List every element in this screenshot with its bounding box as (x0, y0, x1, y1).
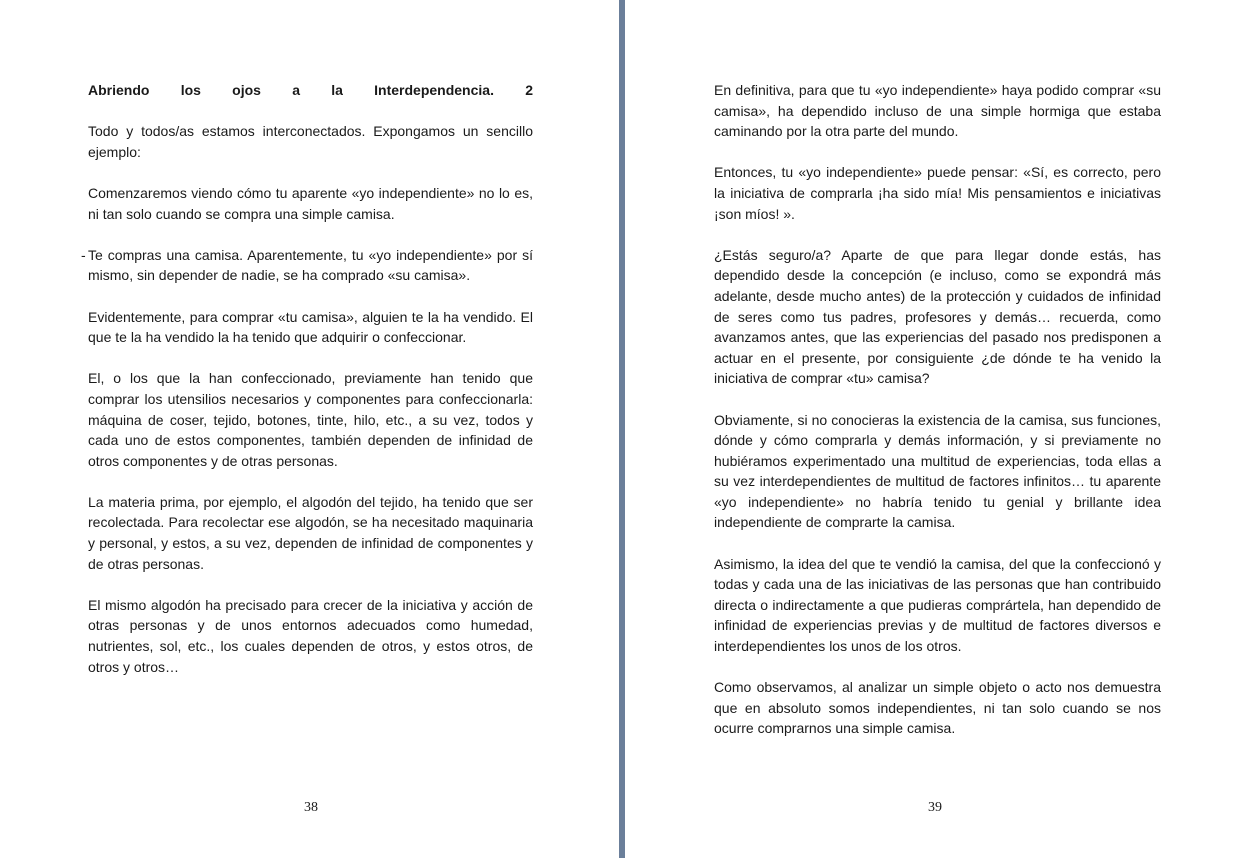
page-number: 38 (304, 800, 318, 815)
paragraph: Comenzaremos viendo cómo tu aparente «yo independiente» no lo es, ni tan solo cuando se compra una simple camisa. (88, 184, 533, 222)
page-number: 39 (928, 800, 942, 815)
paragraph: Asimismo, la idea del que te vendió la camisa, del que la confeccionó y todas y cada una de las iniciativas de las personas que han contribuido directa o indirectamente a que pudieras comprártela, han dependido de infinidad de experiencias previas y de multitud de factores diversos e interdependientes los unos de los otros. (714, 555, 1161, 655)
paragraph-dashed (81, 245, 533, 286)
paragraph: El mismo algodón ha precisado para crecer de la iniciativa y acción de otras personas y de unos entornos adecuados como humedad, nutrientes, sol, etc., los cuales dependen de otros, y estos otros, de otros y otros… (88, 596, 533, 675)
paragraph-text: Te compras una camisa. Aparentemente, tu «yo independiente» por sí mismo, sin depender de nadie, se ha comprado «su camisa». (88, 246, 533, 284)
left-page-text (81, 80, 533, 698)
paragraph: Evidentemente, para comprar «tu camisa», alguien te la ha vendido. El que te la ha vendido la ha tenido que adquirir o confeccionar. (88, 308, 533, 346)
dash-marker: - (81, 246, 86, 263)
right-page (625, 0, 1243, 858)
paragraph: El, o los que la han confeccionado, previamente han tenido que comprar los utensilios necesarios y componentes para confeccionarla: máquina de coser, tejido, botones, tinte, hilo, etc., a su vez, todos y cada uno de estos componentes, también dependen de infinidad de otros componentes y de otras personas. (88, 370, 533, 469)
left-page (0, 0, 619, 858)
paragraph: En definitiva, para que tu «yo independiente» haya podido comprar «su camisa», ha dependido incluso de una simple hormiga que estaba caminando por la otra parte del mundo. (714, 82, 1161, 140)
paragraph: ¿Estás seguro/a? Aparte de que para llegar donde estás, has dependido desde la concepción (e incluso, como se expondrá más adelante, desde mucho antes) de la protección y cuidados de infinidad de seres como tus padres, profesores y demás… recuerda, como avanzamos antes, que las experiencias del pasado nos predisponen a actuar en el presente, por consiguiente ¿de dónde te ha venido la iniciativa de comprar «tu» camisa? (714, 246, 1161, 387)
paragraph: La materia prima, por ejemplo, el algodón del tejido, ha tenido que ser recolectada. Para recolectar ese algodón, se ha necesitado maquinaria y personal, y estos, a su vez, dependen de infinidad de componentes y de otras personas. (88, 493, 533, 572)
chapter-heading: Abriendo los ojos a la Interdependencia. 2 (88, 82, 533, 98)
paragraph: Entonces, tu «yo independiente» puede pensar: «Sí, es correcto, pero la iniciativa de comprarla ¡ha sido mía! Mis pensamientos e iniciativas ¡son míos! ». (714, 164, 1161, 222)
paragraph: Todo y todos/as estamos interconectados. Expongamos un sencillo ejemplo: (88, 123, 533, 160)
paragraph: Obviamente, si no conocieras la existencia de la camisa, sus funciones, dónde y cómo comprarla y demás información, y si previamente no hubiéramos experimentado una multitud de experiencias, toda ellas a su vez interdependientes de multitud de factores infinitos… tu aparente «yo independiente» no habría tenido tu genial y brillante idea independiente de comprarte la camisa. (714, 411, 1161, 531)
right-page-text (714, 80, 1161, 760)
paragraph: Como observamos, al analizar un simple objeto o acto nos demuestra que en absoluto somos independientes, ni tan solo cuando se nos ocurre comprarnos una simple camisa. (714, 679, 1161, 737)
